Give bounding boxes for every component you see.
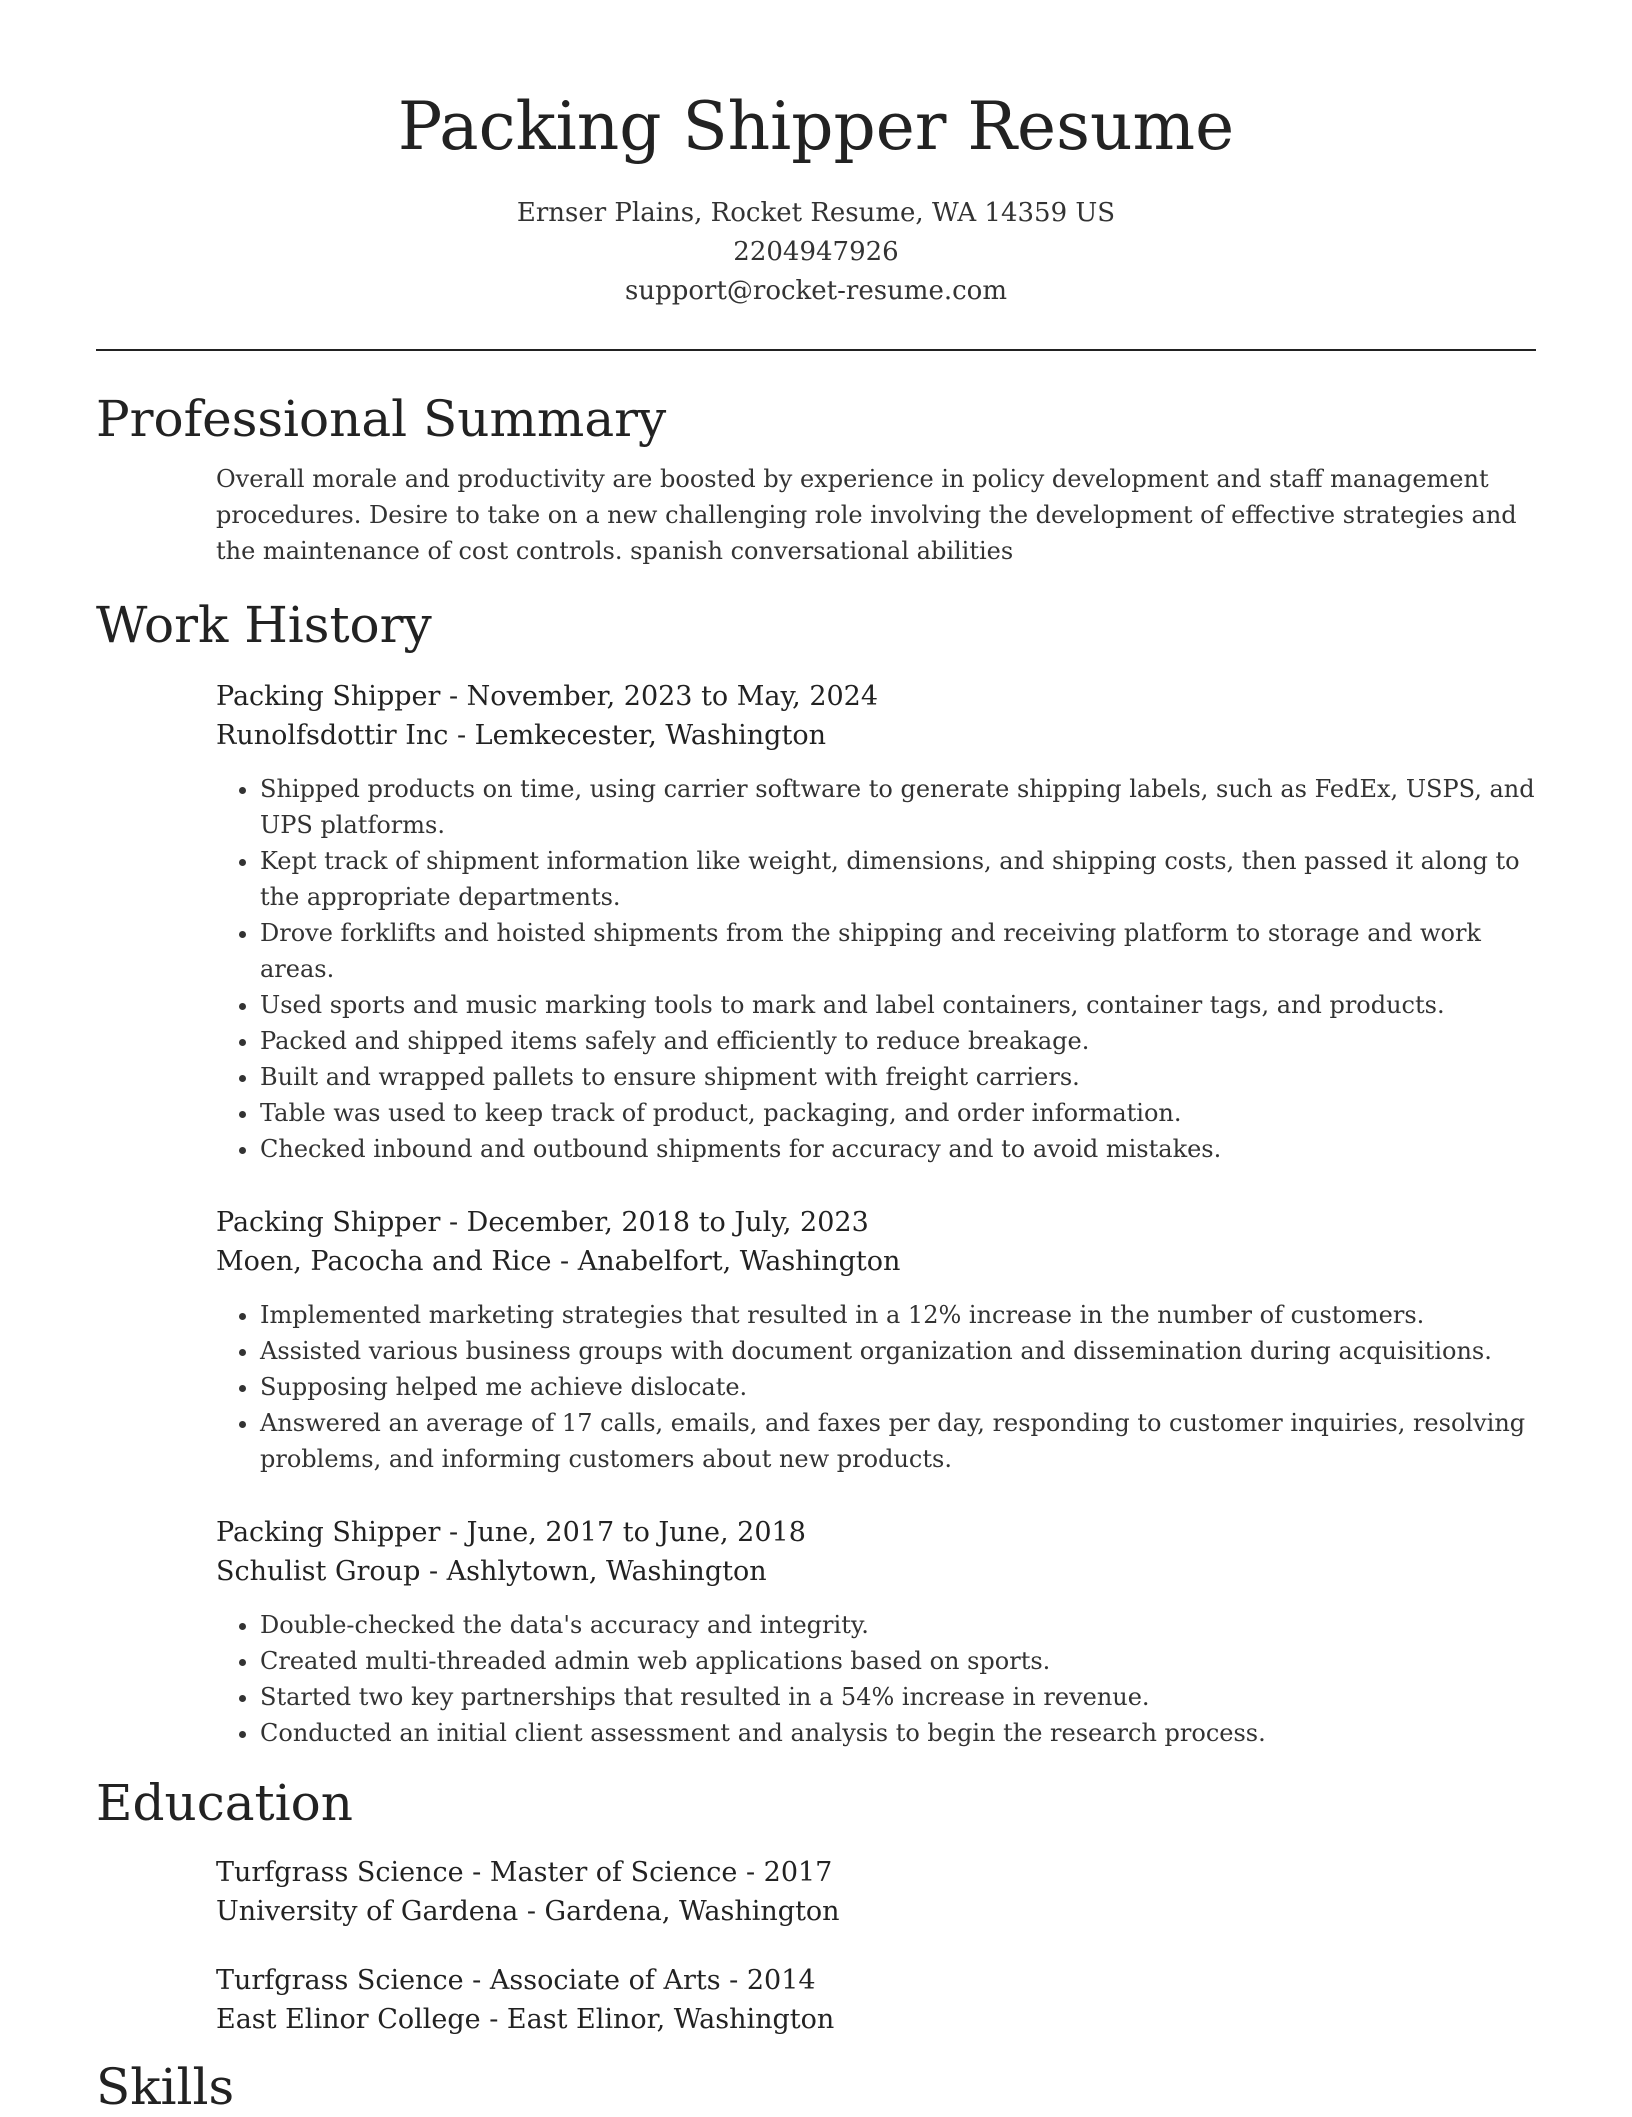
skills-section <box>96 2057 1536 2117</box>
job-bullet: • Checked inbound and outbound shipments for accuracy and to avoid mistakes. <box>260 1131 1536 1167</box>
job-bullet: • Conducted an initial client assessment and analysis to begin the research process. <box>260 1715 1536 1751</box>
job-bullet: • Assisted various business groups with document organization and dissemination during acquisitions. <box>260 1333 1536 1369</box>
education-heading: Education <box>96 1774 353 1832</box>
contact-email: support@rocket-resume.com <box>624 276 1007 306</box>
job-bullet: • Shipped products on time, using carrier software to generate shipping labels, such as FedEx, USPS, and UPS platforms. <box>260 771 1536 843</box>
job-bullet-list <box>216 1607 1536 1751</box>
header-divider <box>96 349 1536 351</box>
job-bullet-list <box>216 771 1536 1167</box>
job-title-line: Packing Shipper - June, 2017 to June, 2018 <box>216 1517 806 1548</box>
school-line: University of Gardena - Gardena, Washington <box>216 1896 840 1927</box>
job-entry <box>96 1513 1536 1751</box>
job-bullet: • Built and wrapped pallets to ensure shipment with freight carriers. <box>260 1059 1536 1095</box>
contact-address: Ernser Plains, Rocket Resume, WA 14359 US <box>516 198 1116 228</box>
job-company-line: Runolfsdottir Inc - Lemkecester, Washington <box>216 720 826 751</box>
degree-line: Turfgrass Science - Master of Science - 2017 <box>216 1857 833 1888</box>
job-company-line: Moen, Pacocha and Rice - Anabelfort, Washington <box>216 1246 901 1277</box>
job-bullet: • Kept track of shipment information like weight, dimensions, and shipping costs, then passed it along to the appropriate departments. <box>260 843 1536 915</box>
resume-title: Packing Shipper Resume <box>397 88 1235 165</box>
job-bullet: • Table was used to keep track of product, packaging, and order information. <box>260 1095 1536 1131</box>
job-bullet: • Implemented marketing strategies that resulted in a 12% increase in the number of customers. <box>260 1297 1536 1333</box>
job-bullet: • Supposing helped me achieve dislocate. <box>260 1369 1536 1405</box>
contact-block <box>96 194 1536 311</box>
job-bullet: • Drove forklifts and hoisted shipments from the shipping and receiving platform to storage and work areas. <box>260 915 1536 987</box>
summary-section <box>96 389 1536 569</box>
job-title-line: Packing Shipper - November, 2023 to May, 2024 <box>216 681 879 712</box>
resume-header <box>96 0 1536 311</box>
work-history-section <box>96 595 1536 1751</box>
skills-heading: Skills <box>96 2058 235 2116</box>
job-company-line: Schulist Group - Ashlytown, Washington <box>216 1556 767 1587</box>
school-line: East Elinor College - East Elinor, Washington <box>216 2004 835 2035</box>
job-bullet: • Started two key partnerships that resulted in a 54% increase in revenue. <box>260 1679 1536 1715</box>
education-entry <box>96 1853 1536 1931</box>
job-entry <box>96 677 1536 1167</box>
contact-phone: 2204947926 <box>733 237 899 267</box>
degree-line: Turfgrass Science - Associate of Arts - 2014 <box>216 1965 816 1996</box>
work-history-heading: Work History <box>96 596 432 654</box>
job-bullet: • Answered an average of 17 calls, emails, and faxes per day, responding to customer inquiries, resolving problems, and informing customers about new products. <box>260 1405 1536 1477</box>
education-section <box>96 1773 1536 2039</box>
job-bullet: • Packed and shipped items safely and efficiently to reduce breakage. <box>260 1023 1536 1059</box>
job-bullet: • Double-checked the data's accuracy and integrity. <box>260 1607 1536 1643</box>
summary-text: Overall morale and productivity are boosted by experience in policy development and staff management procedures. Desire to take on a new challenging role involving the development of effective strategies and the maintenance of cost controls. spanish conversational abilities <box>216 465 1517 565</box>
job-title-line: Packing Shipper - December, 2018 to July, 2023 <box>216 1207 869 1238</box>
job-bullet-list <box>216 1297 1536 1477</box>
education-entry <box>96 1961 1536 2039</box>
job-bullet: • Used sports and music marking tools to mark and label containers, container tags, and products. <box>260 987 1536 1023</box>
job-entry <box>96 1203 1536 1477</box>
job-bullet: • Created multi-threaded admin web applications based on sports. <box>260 1643 1536 1679</box>
summary-heading: Professional Summary <box>96 390 667 448</box>
